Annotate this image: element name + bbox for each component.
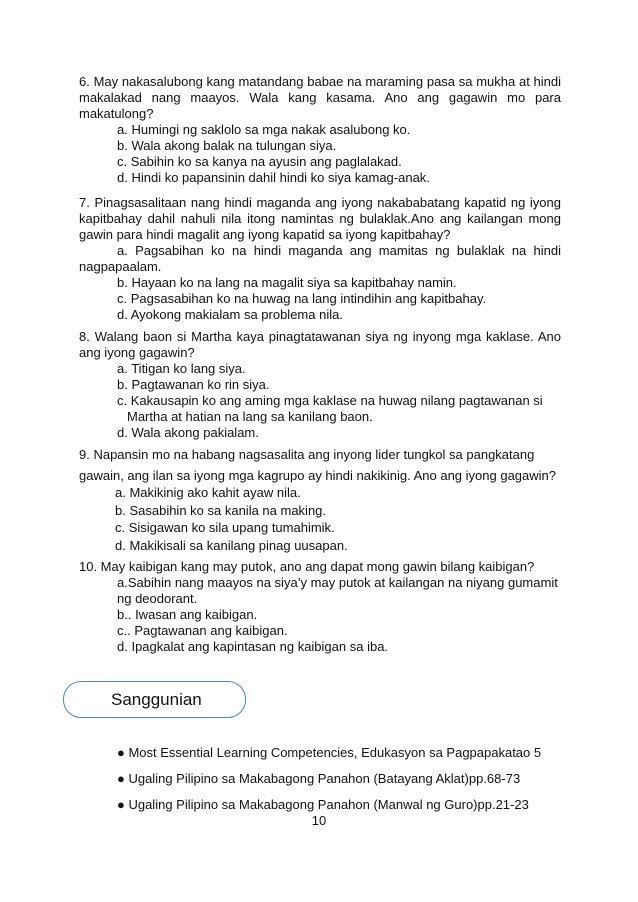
question-9 (79, 446, 561, 554)
question-9-stem-line-2: gawain, ang ilan sa iyong mga kagrupo ay hindi nakikinig. Ano ang iyong gagawin? (79, 467, 556, 483)
question-8-option-a: a. Titigan ko lang siya. (117, 361, 246, 376)
question-9-option-b: b. Sasabihin ko sa kanila na making. (115, 502, 327, 518)
question-9-stem-line-1: 9. Napansin mo na habang nagsasalita ang inyong lider tungkol sa pangkatang (79, 447, 535, 462)
question-6 (79, 74, 561, 186)
question-6-option-b: b. Wala akong balak na tulungan siya. (117, 138, 337, 153)
question-9-option-c: c. Sisigawan ko sila upang tumahimik. (115, 520, 335, 535)
reference-item: ● Most Essential Learning Competencies, Edukasyon sa Pagpapakatao 5 (117, 745, 542, 760)
question-7-option-c: c. Pagsasabihan ko na huwag na lang intindihin ang kapitbahay. (117, 291, 487, 306)
question-10-option-d: d. Ipagkalat ang kapintasan ng kaibigan sa iba. (117, 639, 389, 654)
question-8 (79, 329, 561, 441)
question-8-option-d: d. Wala akong pakialam. (117, 425, 259, 440)
question-10-option-b: b.. Iwasan ang kaibigan. (117, 607, 258, 622)
page-number: 10 (311, 813, 327, 828)
question-6-option-d: d. Hindi ko papansinin dahil hindi ko siya kamag-anak. (117, 170, 430, 185)
question-10 (79, 559, 561, 655)
question-7-stem: 7. Pinagsasalitaan nang hindi maganda ang iyong nakababatang kapatid ng iyong kapitbahay dahil nahuli nila itong namintas ng bulaklak.Ano ang kailangan mong gawin para hindi magalit ang iyong kapatid sa iyong kapitbahay? (79, 195, 561, 242)
reference-item: ● Ugaling Pilipino sa Makabagong Panahon (Batayang Aklat)pp.68-73 (117, 771, 521, 786)
question-8-option-b: b. Pagtawanan ko rin siya. (117, 377, 270, 392)
reference-item: ● Ugaling Pilipino sa Makabagong Panahon (Manwal ng Guro)pp.21-23 (117, 797, 529, 812)
question-6-option-a: a. Humingi ng saklolo sa mga nakak asalubong ko. (117, 122, 411, 137)
question-9-option-d: d. Makikisali sa kanilang pinag uusapan. (115, 537, 348, 553)
question-6-option-c: c. Sabihin ko sa kanya na ayusin ang paglalakad. (117, 154, 402, 169)
question-6-stem: 6. May nakasalubong kang matandang babae na maraming pasa sa mukha at hindi makalakad nang maayos. Wala kang kasama. Ano ang gagawin mo para makatulong? (79, 74, 561, 121)
references-heading: Sanggunian (111, 690, 202, 709)
question-8-option-c: c. Kakausapin ko ang aming mga kaklase na huwag nilang pagtawanan si (117, 393, 543, 408)
question-7 (79, 195, 561, 323)
question-7-option-d: d. Ayokong makialam sa problema nila. (117, 307, 343, 322)
question-10-option-a: a.Sabihin nang maayos na siya’y may putok at kailangan na niyang gumamit (117, 575, 558, 590)
references-list (117, 745, 541, 823)
question-10-option-c: c.. Pagtawanan ang kaibigan. (117, 623, 288, 638)
question-10-stem: 10. May kaibigan kang may putok, ano ang dapat mong gawin bilang kaibigan? (79, 559, 535, 574)
question-8-stem: 8. Walang baon si Martha kaya pinagtatawanan siya ng inyong mga kaklase. Ano ang iyong gagawin? (79, 329, 561, 360)
question-10-option-a-continued: ng deodorant. (117, 591, 198, 606)
references-heading-badge (63, 681, 246, 718)
question-7-option-a: a. Pagsabihan ko na hindi maganda ang mamitas ng bulaklak na hindi nagpapaalam. (79, 243, 561, 274)
question-8-option-c-continued: Martha at hatian na lang sa kanilang baon. (127, 409, 373, 424)
question-9-option-a: a. Makikinig ako kahit ayaw nila. (115, 485, 301, 500)
question-7-option-b: b. Hayaan ko na lang na magalit siya sa kapitbahay namin. (117, 275, 457, 290)
